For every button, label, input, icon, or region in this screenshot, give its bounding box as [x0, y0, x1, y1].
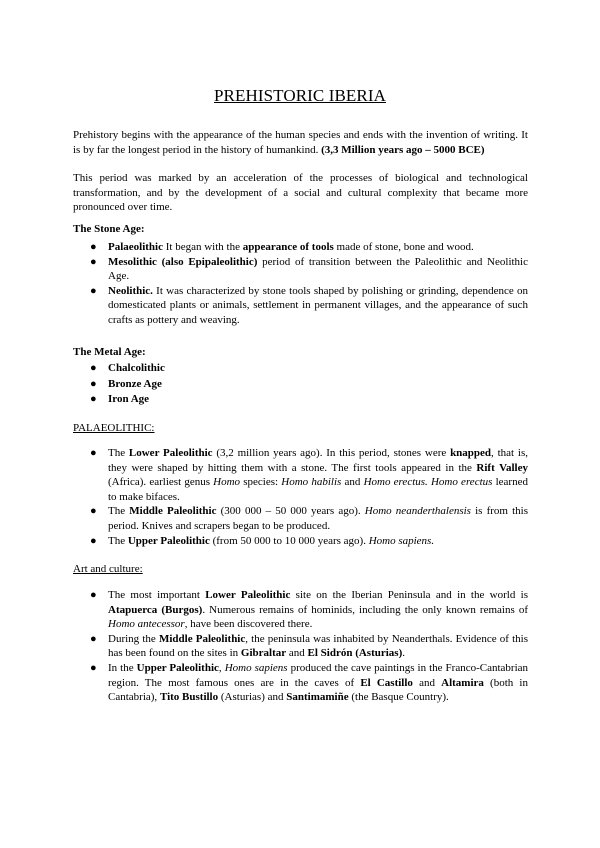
page-title: PREHISTORIC IBERIA [214, 86, 386, 105]
period-paragraph: This period was marked by an acceleration of the processes of biological and technological transformation, and by the development of a social and cultural complexity that became more pronounced over time. [73, 172, 528, 214]
bullet-icon: ● [90, 255, 97, 268]
bullet-icon: ● [90, 447, 97, 459]
list-item: ● The Upper Paleolithic (from 50 000 to 10 000 years ago). Homo sapiens. [90, 534, 435, 547]
bullet-icon: ● [90, 241, 97, 253]
bullet-icon: ● [90, 632, 97, 645]
art-culture-list [73, 588, 528, 705]
bullet-icon: ● [90, 661, 97, 674]
list-item: ● The most important Lower Paleolithic site on the Iberian Peninsula and in the world is Atapuerca (Burgos). Numerous remains of hominids, including the only known remains of Homo antecessor, have been discovered there. [90, 589, 528, 631]
palaeolithic-list [73, 446, 528, 548]
bullet-icon: ● [90, 393, 97, 405]
bullet-icon: ● [90, 534, 97, 547]
list-item: ● The Middle Paleolithic (300 000 – 50 000 years ago). Homo neanderthalensis is from this period. Knives and scrapers began to be produced. [90, 505, 528, 532]
intro-paragraph [73, 128, 528, 157]
intro-dates: (3,3 Million years ago – 5000 BCE) [321, 143, 485, 156]
art-culture-heading: Art and culture: [73, 563, 143, 575]
bullet-icon: ● [90, 362, 97, 374]
list-item: ● The Lower Paleolithic (3,2 million years ago). In this period, stones were knapped, that is, they were shaped by hitting them with a stone. The first tools appeared in the Rift Valley (Africa). earliest genus Homo species: Homo habilis and Homo erectus. Homo erectus learned to make bifaces. [90, 447, 528, 503]
list-item: ● Chalcolithic [73, 361, 528, 377]
list-item: ● Iron Age [73, 392, 528, 408]
metal-age-list [73, 361, 528, 408]
list-item: ● During the Middle Paleolithic, the peninsula was inhabited by Neanderthals. Evidence of this has been found on the sites in Gibraltar and El Sidrón (Asturias). [90, 632, 528, 660]
bullet-icon: ● [90, 284, 97, 297]
intro-text: Prehistory begins with the appearance of the human species and ends with the invention of writing. It is by far the longest period in the history of humankind. [73, 129, 528, 156]
metal-age-heading: The Metal Age: [73, 346, 146, 358]
list-item: ● In the Upper Paleolithic, Homo sapiens produced the cave paintings in the Franco-Cantabrian region. The most famous ones are in the caves of El Castillo and Altamira (both in Cantabria), Tito Bustillo (Asturias) and Santimamiñe (the Basque Country). [90, 661, 529, 704]
bullet-icon: ● [90, 505, 97, 518]
bullet-icon: ● [90, 589, 97, 601]
list-item: ● Bronze Age [73, 377, 528, 393]
list-item: ● Palaeolithic It began with the appearance of tools made of stone, bone and wood. [90, 241, 474, 253]
stone-age-list [73, 240, 528, 328]
stone-age-heading: The Stone Age: [73, 223, 145, 235]
palaeolithic-heading: PALAEOLITHIC: [73, 422, 155, 434]
list-item: ● Mesolithic (also Epipaleolithic) period of transition between the Paleolithic and Neolithic Age. [90, 255, 528, 283]
list-item: ● Neolithic. It was characterized by stone tools shaped by polishing or grinding, dependence on domesticated plants or animals, settlement in permanent villages, and the appearance of such crafts as pottery and weaving. [90, 284, 528, 326]
bullet-icon: ● [90, 377, 97, 390]
